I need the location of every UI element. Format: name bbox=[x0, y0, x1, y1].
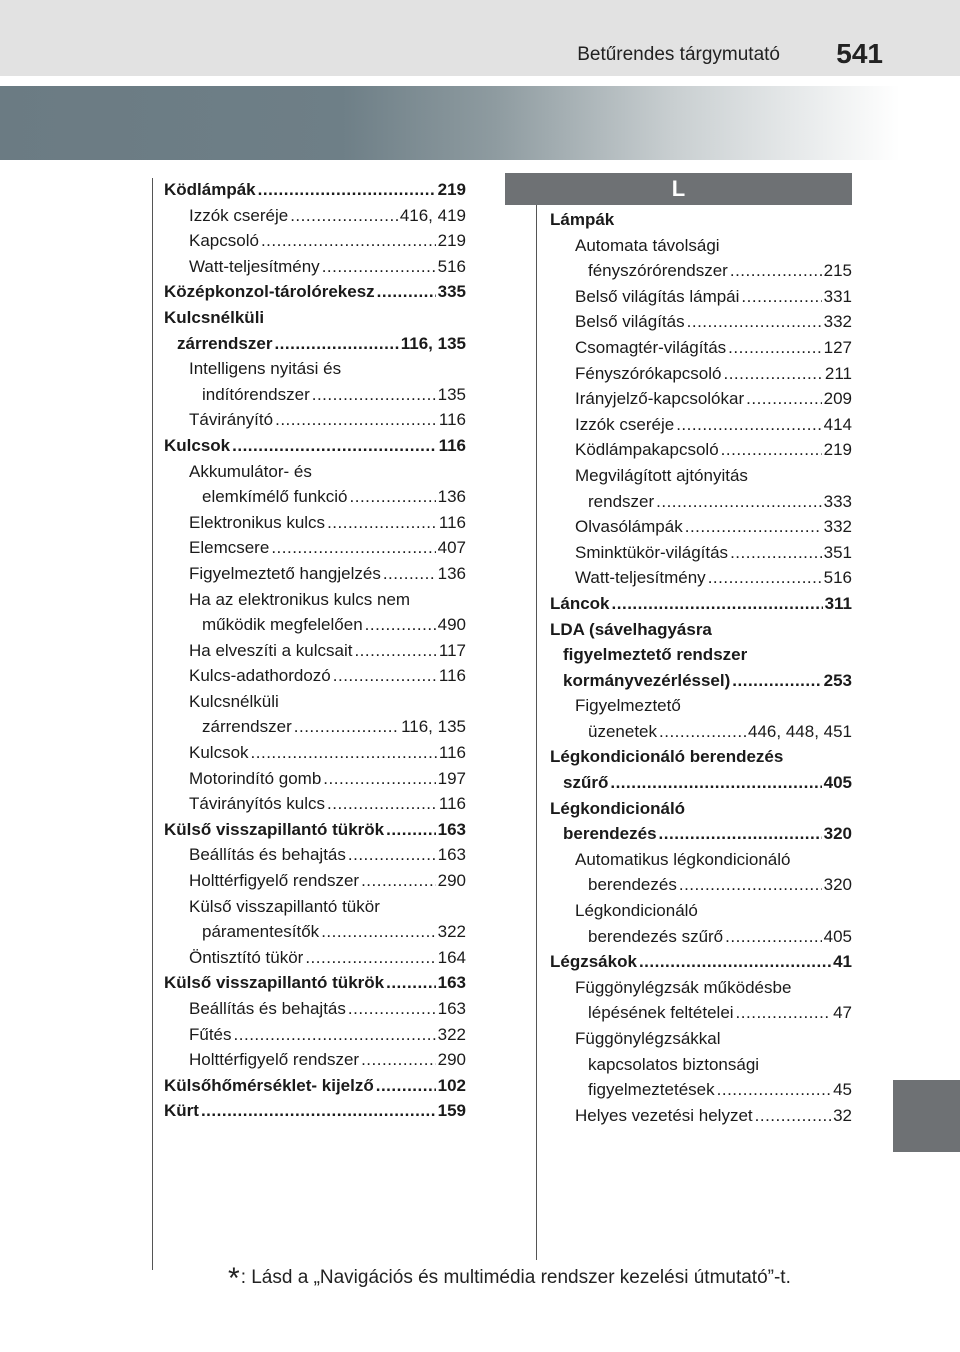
index-entry bbox=[550, 489, 852, 515]
dot-leader bbox=[732, 668, 821, 694]
dot-leader bbox=[679, 872, 822, 898]
index-entry-term: figyelmeztetések bbox=[588, 1080, 715, 1100]
index-entry bbox=[550, 1000, 852, 1026]
index-entry-page: 219 bbox=[437, 231, 466, 251]
index-entry bbox=[550, 1077, 852, 1103]
page-number: 541 bbox=[836, 38, 883, 69]
index-entry-page: 209 bbox=[823, 389, 852, 409]
index-entry-term: Ha elveszíti a kulcsait bbox=[189, 640, 353, 660]
index-entry-term: üzenetek bbox=[588, 721, 657, 741]
index-entry-term: zárrendszer bbox=[177, 333, 273, 353]
dot-leader bbox=[258, 177, 436, 203]
index-entry bbox=[550, 540, 852, 566]
index-entry bbox=[550, 949, 852, 975]
index-entry-page: 516 bbox=[823, 568, 852, 588]
index-entry bbox=[164, 382, 466, 408]
index-entry-term: Öntisztító tükör bbox=[189, 947, 304, 967]
index-entry bbox=[550, 309, 852, 335]
index-entry bbox=[550, 437, 852, 463]
index-entry bbox=[550, 847, 852, 873]
index-entry-term: Kürt bbox=[164, 1101, 199, 1121]
dot-leader bbox=[383, 561, 436, 587]
index-entry bbox=[164, 842, 466, 868]
index-entry bbox=[164, 331, 466, 357]
index-entry bbox=[550, 693, 852, 719]
dot-leader bbox=[234, 1022, 436, 1048]
index-entry-page: 163 bbox=[437, 845, 466, 865]
index-entry-page: 332 bbox=[823, 517, 852, 537]
index-entry-term: Légkondicionáló bbox=[575, 901, 698, 921]
index-entry-term: Megvilágított ajtónyitás bbox=[575, 465, 748, 485]
dot-leader bbox=[232, 433, 436, 459]
index-entry bbox=[164, 203, 466, 229]
index-entry-term: Figyelmeztető hangjelzés bbox=[189, 563, 381, 583]
index-entry-page: 405 bbox=[823, 773, 852, 793]
dot-leader bbox=[261, 228, 436, 254]
footnote-text: : Lásd a „Navigációs és multimédia rendszer kezelési útmutató”-t. bbox=[240, 1267, 791, 1288]
index-entry bbox=[164, 228, 466, 254]
index-entry-term: LDA (sávelhagyásra bbox=[550, 619, 712, 639]
dot-leader bbox=[687, 309, 822, 335]
index-entry-term: Helyes vezetési helyzet bbox=[575, 1105, 753, 1125]
header-title: Betűrendes tárgymutató bbox=[577, 44, 780, 65]
index-entry bbox=[550, 514, 852, 540]
index-entry-page: 219 bbox=[437, 180, 466, 199]
index-entry bbox=[164, 1073, 466, 1099]
index-entry-term: Kulcsnélküli bbox=[164, 307, 265, 327]
index-entry-page: 164 bbox=[437, 947, 466, 967]
index-entry-page: 331 bbox=[823, 286, 852, 306]
dot-leader bbox=[361, 1047, 436, 1073]
index-entry-page: 116, 135 bbox=[400, 333, 466, 353]
index-entry bbox=[164, 919, 466, 945]
index-entry bbox=[550, 924, 852, 950]
index-entry-page: 47 bbox=[833, 1003, 852, 1023]
dot-leader bbox=[639, 949, 831, 975]
dot-leader bbox=[377, 279, 436, 305]
index-entry-page: 102 bbox=[437, 1075, 466, 1095]
dot-leader bbox=[730, 540, 822, 566]
index-entry bbox=[550, 591, 852, 617]
index-entry-term: Beállítás és behajtás bbox=[189, 845, 346, 865]
dot-leader bbox=[333, 663, 437, 689]
index-entry bbox=[550, 412, 852, 438]
index-entry-term: Kulcsnélküli bbox=[189, 691, 279, 711]
index-entry bbox=[550, 975, 852, 1001]
index-entry-term: Watt-teljesítmény bbox=[189, 256, 320, 276]
index-entry bbox=[550, 284, 852, 310]
index-entry-page: 163 bbox=[437, 819, 466, 839]
index-entry bbox=[550, 1052, 852, 1078]
index-entry bbox=[550, 796, 852, 822]
index-entry-page: 116 bbox=[438, 435, 466, 455]
index-entry-term: Ha az elektronikus kulcs nem bbox=[189, 589, 411, 609]
index-entry-page: 446, 448, 451 bbox=[748, 721, 852, 741]
index-entry-term: Belső világítás lámpái bbox=[575, 286, 740, 306]
index-entry-term: Ködlámpakapcsoló bbox=[575, 440, 719, 460]
index-entry-term: Sminktükör-világítás bbox=[575, 542, 729, 562]
index-entry bbox=[550, 617, 852, 643]
index-entry bbox=[164, 356, 466, 382]
index-entry-term: Figyelmeztető bbox=[575, 696, 681, 716]
dot-leader bbox=[275, 407, 437, 433]
index-entry bbox=[164, 305, 466, 331]
index-entry bbox=[550, 207, 852, 233]
index-entry bbox=[550, 463, 852, 489]
dot-leader bbox=[365, 612, 436, 638]
dot-leader bbox=[251, 740, 437, 766]
index-entry-term: Lámpák bbox=[550, 210, 615, 229]
dot-leader bbox=[728, 335, 821, 361]
dot-leader bbox=[656, 489, 821, 515]
index-entry bbox=[550, 233, 852, 259]
index-entry-page: 290 bbox=[437, 871, 466, 891]
index-entry-term: lépésének feltételei bbox=[588, 1003, 734, 1023]
dot-leader bbox=[376, 1073, 436, 1099]
index-entry bbox=[550, 744, 852, 770]
index-entry-page: 197 bbox=[437, 768, 466, 788]
dot-leader bbox=[386, 970, 436, 996]
index-entry bbox=[164, 254, 466, 280]
index-entry bbox=[550, 335, 852, 361]
index-entry bbox=[164, 587, 466, 613]
dot-leader bbox=[274, 331, 398, 357]
index-entry bbox=[164, 714, 466, 740]
index-entry-term: zárrendszer bbox=[202, 717, 292, 737]
index-entry bbox=[164, 1047, 466, 1073]
index-entry bbox=[164, 510, 466, 536]
index-entry-page: 322 bbox=[437, 1024, 466, 1044]
index-entry-page: 405 bbox=[823, 926, 852, 946]
index-entry bbox=[164, 177, 466, 203]
dot-leader bbox=[685, 514, 822, 540]
index-entry bbox=[164, 996, 466, 1022]
index-entry bbox=[164, 740, 466, 766]
index-entry bbox=[164, 459, 466, 485]
index-entry bbox=[550, 821, 852, 847]
index-entry-term: működik megfelelően bbox=[202, 615, 363, 635]
index-entry-term: páramentesítők bbox=[202, 922, 320, 942]
index-entry-term: Elemcsere bbox=[189, 538, 270, 558]
chapter-side-tab bbox=[893, 1080, 960, 1152]
index-entry-term: kormányvezérléssel) bbox=[563, 670, 731, 690]
index-entry bbox=[164, 791, 466, 817]
dot-leader bbox=[361, 868, 436, 894]
index-entry bbox=[164, 279, 466, 305]
index-entry-page: 407 bbox=[437, 538, 466, 558]
index-entry-term: Középkonzol-tárolórekesz bbox=[164, 282, 375, 302]
dot-leader bbox=[659, 821, 822, 847]
index-entry-term: Izzók cseréje bbox=[575, 414, 675, 434]
index-entry-page: 45 bbox=[833, 1080, 852, 1100]
index-entry-page: 290 bbox=[437, 1050, 466, 1070]
index-entry-term: Izzók cseréje bbox=[189, 205, 289, 225]
index-entry-term: Akkumulátor- és bbox=[189, 461, 312, 481]
dot-leader bbox=[610, 770, 821, 796]
dot-leader bbox=[730, 258, 822, 284]
index-entry-term: Légkondicionáló berendezés bbox=[550, 747, 784, 767]
index-entry bbox=[164, 535, 466, 561]
dot-leader bbox=[305, 945, 435, 971]
dot-leader bbox=[612, 591, 823, 617]
section-letter-header: L bbox=[505, 173, 852, 205]
index-entry-page: 211 bbox=[824, 363, 852, 383]
dot-leader bbox=[746, 386, 821, 412]
index-entry-term: Külsőhőmérséklet- kijelző bbox=[164, 1075, 374, 1095]
index-column-left bbox=[164, 177, 466, 1124]
dot-leader bbox=[741, 284, 821, 310]
index-entry bbox=[164, 817, 466, 843]
index-entry-page: 335 bbox=[437, 282, 466, 302]
index-entry-term: elemkímélő funkció bbox=[202, 487, 348, 507]
dot-leader bbox=[659, 719, 746, 745]
index-entry-term: Függönylégzsákkal bbox=[575, 1029, 721, 1048]
index-entry-term: Függönylégzsák működésbe bbox=[575, 977, 792, 997]
index-entry bbox=[550, 642, 852, 668]
index-entry-term: Holttérfigyelő rendszer bbox=[189, 1050, 360, 1070]
index-entry bbox=[550, 898, 852, 924]
index-entry bbox=[550, 668, 852, 694]
index-entry-term: Kapcsoló bbox=[189, 231, 259, 251]
index-entry-page: 219 bbox=[823, 440, 852, 460]
index-entry-page: 116 bbox=[438, 512, 466, 532]
dot-leader bbox=[736, 1000, 832, 1026]
index-entry-page: 253 bbox=[823, 670, 852, 690]
index-entry-term: Légzsákok bbox=[550, 952, 637, 972]
dot-leader bbox=[312, 382, 436, 408]
index-entry-term: Automatikus légkondicionáló bbox=[575, 849, 791, 869]
index-entry-page: 416, 419 bbox=[399, 205, 466, 225]
dot-leader bbox=[322, 254, 436, 280]
index-entry bbox=[164, 433, 466, 459]
index-entry-term: Watt-teljesítmény bbox=[575, 568, 706, 588]
dot-leader bbox=[717, 1077, 831, 1103]
index-entry-page: 333 bbox=[823, 491, 852, 511]
index-entry bbox=[550, 361, 852, 387]
index-entry-term: szűrő bbox=[563, 773, 609, 793]
index-entry-page: 332 bbox=[823, 312, 852, 332]
index-entry-page: 117 bbox=[438, 640, 466, 660]
index-entry-page: 127 bbox=[823, 337, 852, 357]
index-entry-term: Elektronikus kulcs bbox=[189, 512, 326, 532]
dot-leader bbox=[725, 924, 821, 950]
index-entry-term: Olvasólámpák bbox=[575, 517, 683, 537]
index-entry bbox=[550, 719, 852, 745]
index-entry-term: Ködlámpák bbox=[164, 180, 256, 199]
index-entry bbox=[550, 565, 852, 591]
index-entry-term: Külső visszapillantó tükör bbox=[189, 896, 380, 916]
dot-leader bbox=[201, 1098, 436, 1124]
index-entry-term: Fűtés bbox=[189, 1024, 232, 1044]
index-entry-term: Láncok bbox=[550, 593, 610, 613]
index-entry bbox=[164, 945, 466, 971]
dot-leader bbox=[348, 842, 436, 868]
column-divider-middle bbox=[536, 178, 537, 1260]
index-entry-page: 32 bbox=[833, 1105, 852, 1125]
index-entry bbox=[164, 894, 466, 920]
index-entry bbox=[164, 484, 466, 510]
index-entry-page: 116 bbox=[438, 666, 466, 686]
index-entry bbox=[550, 770, 852, 796]
index-entry bbox=[164, 689, 466, 715]
index-entry-page: 516 bbox=[437, 256, 466, 276]
index-entry bbox=[550, 872, 852, 898]
index-entry-page: 136 bbox=[437, 487, 466, 507]
dot-leader bbox=[327, 510, 437, 536]
index-entry bbox=[164, 612, 466, 638]
index-entry-term: Kulcsok bbox=[189, 743, 249, 763]
index-entry-term: Kulcs-adathordozó bbox=[189, 666, 331, 686]
index-entry-page: 311 bbox=[824, 593, 852, 613]
index-entry-page: 163 bbox=[437, 999, 466, 1018]
index-entry-term: figyelmeztető rendszer bbox=[563, 645, 748, 665]
index-entry-term: berendezés bbox=[588, 875, 677, 895]
index-entry-page: 41 bbox=[833, 952, 852, 972]
index-entry-page: 490 bbox=[437, 615, 466, 635]
index-entry-page: 320 bbox=[823, 875, 852, 895]
index-entry-term: Intelligens nyitási és bbox=[189, 359, 342, 379]
index-entry-term: Belső világítás bbox=[575, 312, 685, 332]
index-entry-term: Külső visszapillantó tükrök bbox=[164, 973, 385, 993]
dot-leader bbox=[321, 919, 435, 945]
index-entry-term: Külső visszapillantó tükrök bbox=[164, 819, 385, 839]
index-entry-page: 322 bbox=[437, 922, 466, 942]
dot-leader bbox=[676, 412, 821, 438]
index-entry bbox=[164, 407, 466, 433]
index-entry bbox=[164, 663, 466, 689]
index-entry-page: 159 bbox=[437, 1101, 466, 1121]
dot-leader bbox=[294, 714, 399, 740]
dot-leader bbox=[348, 996, 436, 1022]
dot-leader bbox=[323, 766, 435, 792]
index-entry-term: Holttérfigyelő rendszer bbox=[189, 871, 360, 891]
index-entry bbox=[550, 258, 852, 284]
header-band bbox=[0, 0, 960, 76]
index-entry bbox=[164, 766, 466, 792]
dot-leader bbox=[350, 484, 436, 510]
footnote-marker: * bbox=[228, 1262, 240, 1295]
index-entry-term: Motorindító gomb bbox=[189, 768, 322, 788]
index-entry-page: 116 bbox=[438, 410, 466, 430]
index-entry bbox=[550, 1026, 852, 1052]
footnote bbox=[228, 1262, 791, 1296]
dot-leader bbox=[386, 817, 436, 843]
index-entry-term: Fényszórókapcsoló bbox=[575, 363, 722, 383]
index-entry-page: 116 bbox=[438, 743, 466, 763]
dot-leader bbox=[354, 638, 436, 664]
index-entry-term: berendezés szűrő bbox=[588, 926, 724, 946]
index-entry-term: Irányjelző-kapcsolókar bbox=[575, 389, 745, 409]
index-entry-page: 116 bbox=[438, 794, 466, 814]
index-entry-term: berendezés bbox=[563, 824, 657, 844]
dot-leader bbox=[290, 203, 398, 229]
index-entry-page: 136 bbox=[437, 563, 466, 583]
index-entry-page: 135 bbox=[437, 384, 466, 404]
index-entry-page: 163 bbox=[437, 973, 466, 993]
dot-leader bbox=[327, 791, 437, 817]
index-entry bbox=[164, 1098, 466, 1124]
index-entry-term: indítórendszer bbox=[202, 384, 310, 404]
dot-leader bbox=[708, 565, 822, 591]
index-column-right bbox=[550, 207, 852, 1128]
index-entry bbox=[164, 638, 466, 664]
index-entry-term: Távirányító bbox=[189, 410, 274, 430]
index-entry-term: rendszer bbox=[588, 491, 655, 511]
index-entry bbox=[164, 561, 466, 587]
index-entry bbox=[164, 970, 466, 996]
index-entry-term: Beállítás és behajtás bbox=[189, 999, 346, 1018]
column-divider-left bbox=[152, 178, 153, 1270]
index-entry bbox=[164, 1022, 466, 1048]
index-entry-term: kapcsolatos biztonsági bbox=[588, 1054, 760, 1074]
index-entry-page: 414 bbox=[823, 414, 852, 434]
index-entry-page: 215 bbox=[823, 261, 852, 281]
index-entry-page: 116, 135 bbox=[401, 717, 466, 737]
dot-leader bbox=[755, 1103, 831, 1129]
index-entry-term: Távirányítós kulcs bbox=[189, 794, 326, 814]
index-entry-page: 320 bbox=[823, 824, 852, 844]
index-entry-term: Kulcsok bbox=[164, 435, 231, 455]
header-banner bbox=[0, 86, 900, 160]
index-entry-term: Automata távolsági bbox=[575, 235, 720, 255]
index-entry-term: fényszórórendszer bbox=[588, 261, 728, 281]
index-entry bbox=[164, 868, 466, 894]
index-entry-page: 351 bbox=[823, 542, 852, 562]
index-entry bbox=[550, 1103, 852, 1129]
index-entry-term: Csomagtér-világítás bbox=[575, 337, 727, 357]
dot-leader bbox=[723, 361, 822, 387]
dot-leader bbox=[271, 535, 435, 561]
index-entry-term: Légkondicionáló bbox=[550, 798, 686, 818]
index-entry bbox=[550, 386, 852, 412]
dot-leader bbox=[721, 437, 822, 463]
